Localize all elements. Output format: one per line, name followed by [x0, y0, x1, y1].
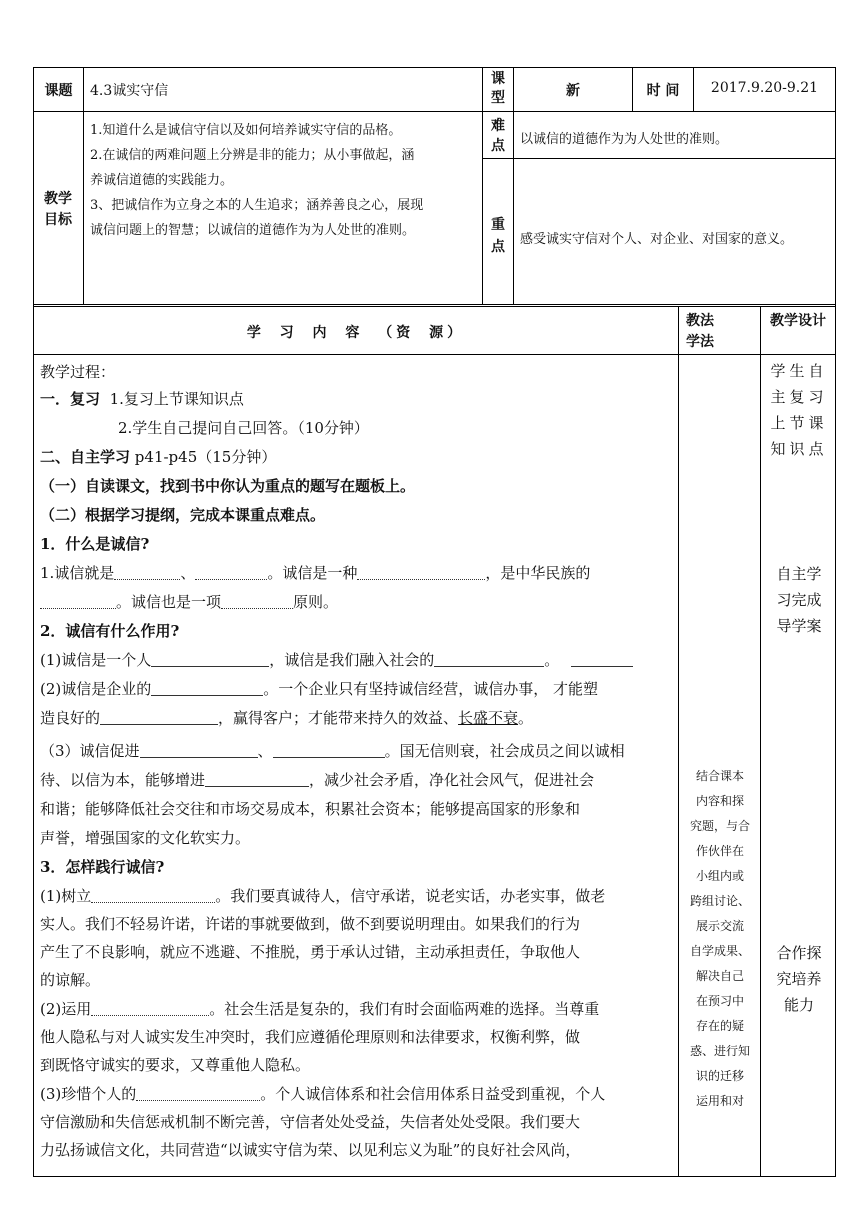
step-2: （二）根据学习提纲，完成本课重点难点。 — [40, 506, 326, 524]
q1-line-1: 1.诚信就是 、 。诚信是一种 ，是中华民族的 — [40, 564, 591, 582]
method-notes: 结合课本 内容和探 究题，与合 作伙伴在 小组内或 跨组讨论、 展示交流 自学成果、 解决自己 在预习中 存在的疑 惑、进行知 识的迁移 运用和对 — [689, 769, 750, 1108]
difficulty-label: 难点 — [491, 118, 505, 154]
q2-line-2: (2)诚信是企业的 。一个企业只有坚持诚信经营，诚信办事， 才能塑 — [40, 680, 599, 698]
q3-line-6: 他人隐私与对人诚实发生冲突时，我们应遵循伦理原则和法律要求，权衡利弊，做 — [40, 1028, 581, 1046]
q3-line-5: (2)运用 。社会生活是复杂的，我们有时会面临两难的选择。当尊重 — [40, 1000, 600, 1018]
rule — [482, 158, 835, 159]
q2-line-7: 声誉，增强国家的文化软实力。 — [40, 829, 251, 847]
goal-item: 3、把诚信作为立身之本的人生追求；涵养善良之心，展现 — [90, 198, 424, 213]
design-note-2: 自主学 习完成 导学案 — [776, 565, 822, 635]
design-header: 教学设计 — [770, 313, 826, 329]
rule — [482, 67, 483, 305]
review-item: 1.复习上节课知识点 — [109, 390, 244, 408]
q2-line-4: （3）诚信促进 、 。国无信则衰，社会成员之间以诚相 — [40, 742, 625, 760]
q3-line-2: 实人。我们不轻易许诺，许诺的事就要做到，做不到要说明理由。如果我们的行为 — [40, 915, 581, 933]
key-label: 重点 — [491, 217, 505, 255]
q2-line-1: (1)诚信是一个人 ，诚信是我们融入社会的 。 — [40, 650, 633, 670]
goal-item: 诚信问题上的智慧；以诚信的道德作为为人处世的准则。 — [90, 223, 416, 238]
question-1: 1．什么是诚信? — [40, 535, 150, 553]
rule — [33, 111, 835, 112]
self-study-range: p41-p45（15分钟） — [134, 448, 277, 466]
method-header: 教法学法 — [686, 313, 714, 350]
q3-line-1: (1)树立 。我们要真诚待人，信守承诺，说老实话，办老实事，做老 — [40, 887, 606, 905]
q1-line-2: 。诚信也是一项 原则。 — [40, 592, 338, 612]
design-note-3: 合作探 究培养 能力 — [776, 944, 822, 1014]
self-study-line — [40, 447, 276, 467]
rule — [33, 304, 835, 305]
rule — [513, 67, 514, 305]
goals-label: 教学目标 — [44, 191, 72, 228]
type-label: 课型 — [491, 71, 505, 106]
q3-line-7: 到既恪守诚实的要求，又尊重他人隐私。 — [40, 1056, 311, 1074]
step-1: （一）自读课文，找到书中你认为重点的题写在题板上。 — [40, 477, 416, 495]
q2-line-6: 和谐；能够降低社会交往和市场交易成本，积累社会资本；能够提高国家的形象和 — [40, 800, 581, 818]
question-3: 3．怎样践行诚信? — [40, 858, 165, 876]
q3-line-10: 力弘扬诚信文化，共同营造“以诚实守信为荣、以见利忘义为耻”的良好社会风尚， — [40, 1141, 581, 1159]
key-value: 感受诚实守信对个人、对企业、对国家的意义。 — [520, 232, 794, 247]
review-title: 一．复习 — [40, 390, 101, 408]
review-line-2: 2.学生自己提问自己回答。（10分钟） — [118, 419, 369, 437]
q3-line-8: (3)珍惜个人的 。个人诚信体系和社会信用体系日益受到重视，个人 — [40, 1085, 606, 1103]
goal-item: 1.知道什么是诚信守信以及如何培养诚实守信的品格。 — [90, 123, 402, 138]
difficulty-value: 以诚信的道德作为为人处世的准则。 — [520, 132, 729, 147]
time-label: 时 间 — [646, 83, 680, 99]
rule — [33, 306, 835, 307]
review-line-1 — [40, 389, 244, 409]
rule — [83, 67, 84, 305]
q3-line-9: 守信激励和失信惩戒机制不断完善，守信者处处受益，失信者处处受限。我们要大 — [40, 1113, 581, 1131]
rule — [33, 67, 835, 68]
goal-item: 2.在诚信的两难问题上分辨是非的能力；从小事做起，涵 — [90, 148, 415, 163]
rule — [33, 67, 34, 1177]
design-note-1: 学生自 主复习 上节课 知识点 — [770, 362, 828, 458]
time-value: 2017.9.20-9.21 — [710, 80, 819, 96]
rule — [760, 306, 761, 1177]
rule — [678, 306, 679, 1177]
rule — [33, 354, 835, 355]
goals-list — [90, 118, 480, 243]
type-value: 新 — [566, 83, 580, 99]
topic-value: 4.3诚实守信 — [90, 83, 169, 99]
goal-item: 养诚信道德的实践能力。 — [90, 173, 234, 188]
question-2: 2．诚信有什么作用? — [40, 622, 180, 640]
q3-line-4: 的谅解。 — [40, 971, 101, 989]
q2-line-3: 造良好的 ，赢得客户；才能带来持久的效益、长盛不衰。 — [40, 709, 534, 727]
q3-line-3: 产生了不良影响，就应不逃避、不推脱，勇于承认过错，主动承担责任，争取他人 — [40, 943, 581, 961]
topic-label: 课题 — [44, 83, 73, 99]
rule — [33, 1176, 835, 1177]
self-study-title: 二、自主学习 — [40, 448, 131, 466]
content-header: 学 习 内 容 （资 源） — [246, 325, 466, 341]
q2-line-5: 待、以信为本，能够增进 ，减少社会矛盾，净化社会风气，促进社会 — [40, 771, 595, 789]
process-intro: 教学过程： — [40, 363, 116, 381]
